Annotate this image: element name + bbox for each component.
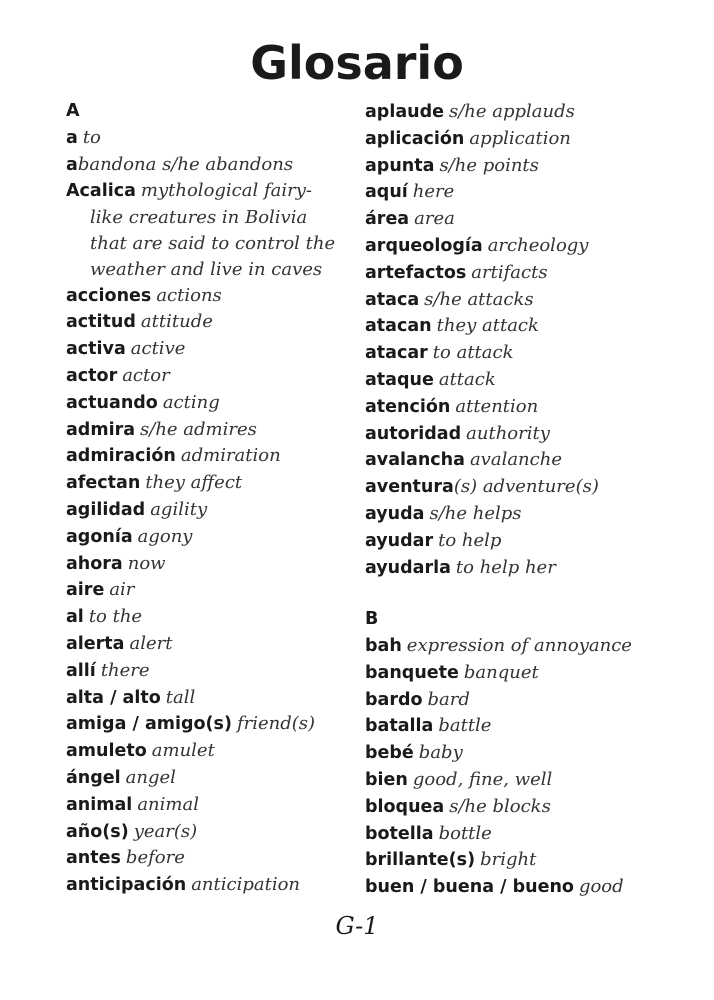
entry-term: ángel — [66, 767, 121, 788]
entry-term: arqueología — [365, 235, 483, 256]
entry-term: bien — [365, 769, 408, 790]
entry-term: buen / buena / bueno — [365, 877, 574, 898]
entry-term: ayuda — [365, 503, 425, 524]
entry-definition: baby — [418, 742, 463, 764]
glossary-entry — [66, 178, 356, 205]
page-number: G-1 — [335, 912, 379, 940]
entry-term: área — [365, 209, 410, 230]
glossary-entry — [365, 687, 685, 714]
glossary-entry — [66, 872, 356, 899]
glossary-entry — [365, 501, 685, 528]
entry-definition: here — [412, 181, 455, 203]
entry-definition: angel — [125, 766, 176, 788]
entry-term: actitud — [66, 312, 136, 333]
glossary-entry — [365, 767, 685, 794]
entry-definition: bottle — [438, 822, 492, 844]
entry-term: antes — [66, 848, 121, 869]
entry-term: apunta — [365, 155, 435, 176]
glossary-entry — [365, 126, 685, 153]
glossary-entry — [365, 794, 685, 821]
glossary-column-right — [365, 99, 685, 901]
glossary-entry — [365, 821, 685, 848]
entry-term: avalancha — [365, 450, 465, 471]
entry-term: bardo — [365, 689, 423, 710]
entry-definition: good, fine, well — [412, 768, 553, 790]
glossary-entry — [66, 792, 356, 819]
entry-term: a — [66, 127, 78, 148]
entry-term: amiga / amigo(s) — [66, 714, 232, 735]
entry-definition: s/he points — [439, 154, 539, 176]
glossary-entry — [66, 417, 356, 444]
glossary-entry — [66, 443, 356, 470]
entry-term: allí — [66, 660, 96, 681]
entry-definition: avalanche — [469, 449, 562, 471]
entry-term: agilidad — [66, 499, 146, 520]
entry-definition: attention — [455, 395, 539, 417]
entry-definition: amulet — [151, 740, 215, 762]
entry-definition: before — [125, 847, 185, 869]
glossary-entry — [66, 152, 356, 179]
entry-definition: authority — [466, 422, 550, 444]
entry-definition: s/he attacks — [424, 288, 534, 310]
entry-definition: bandona s/he abandons — [77, 153, 294, 175]
entry-definition: agony — [137, 525, 193, 547]
glossary-entry — [66, 551, 356, 578]
entry-term: brillante(s) — [365, 850, 476, 871]
entry-definition: there — [100, 659, 150, 681]
entry-term: atacar — [365, 343, 428, 364]
glossary-entry — [66, 604, 356, 631]
entry-definition-line: like creatures in Bolivia — [90, 207, 308, 229]
entry-definition: to help her — [455, 556, 556, 578]
glossary-entry — [365, 313, 685, 340]
entry-definition: actions — [156, 284, 222, 306]
entry-definition: bard — [427, 688, 470, 710]
entry-definition: to help — [438, 529, 502, 551]
entry-term: acciones — [66, 285, 152, 306]
entry-term: bah — [365, 635, 402, 656]
glossary-entry — [365, 179, 685, 206]
glossary-entry — [66, 309, 356, 336]
entry-definition: year(s) — [133, 820, 198, 842]
glossary-entry — [66, 577, 356, 604]
entry-term: aplaude — [365, 102, 444, 122]
entry-term: atención — [365, 396, 451, 417]
glossary-entry — [365, 421, 685, 448]
entry-definition: anticipation — [191, 874, 301, 896]
entry-term: aire — [66, 580, 105, 601]
glossary-entry — [365, 660, 685, 687]
entry-definition: s/he admires — [140, 418, 257, 440]
glossary-entry — [66, 470, 356, 497]
entry-definition: banquet — [463, 661, 539, 683]
entry-term: ayudarla — [365, 557, 451, 578]
glossary-entry — [66, 125, 356, 152]
entry-term: actor — [66, 365, 118, 386]
entry-definition: tall — [165, 686, 196, 708]
glossary-entry — [66, 497, 356, 524]
entry-definition: to — [82, 126, 101, 148]
glossary-entry — [66, 658, 356, 685]
entry-term: botella — [365, 823, 434, 844]
entry-term: anticipación — [66, 875, 187, 896]
glossary-entry — [365, 260, 685, 287]
entry-term: actuando — [66, 392, 158, 413]
glossary-column-left — [66, 99, 356, 899]
entry-term: atacan — [365, 316, 432, 337]
entry-term: activa — [66, 339, 126, 360]
entry-definition: bright — [480, 849, 537, 871]
glossary-entry — [365, 555, 685, 582]
glossary-entry — [365, 874, 685, 901]
entry-definition: application — [469, 127, 571, 149]
glossary-entry — [66, 738, 356, 765]
glossary-entry — [66, 819, 356, 846]
glossary-entry — [365, 713, 685, 740]
entry-term: amuleto — [66, 741, 147, 762]
entry-term: ahora — [66, 553, 123, 574]
entry-definition-line: weather and live in caves — [90, 258, 323, 280]
entry-definition: to attack — [432, 342, 514, 364]
glossary-entry — [365, 153, 685, 180]
entry-term: ayudar — [365, 530, 434, 551]
glossary-entry — [66, 336, 356, 363]
glossary-entry — [66, 711, 356, 738]
glossary-entry — [66, 363, 356, 390]
entry-definition: archeology — [487, 234, 589, 256]
glossary-entry — [365, 99, 685, 126]
entry-definition: attitude — [140, 311, 213, 333]
entry-definition: admiration — [180, 445, 281, 467]
entry-definition: alert — [129, 632, 173, 654]
entry-term: artefactos — [365, 262, 467, 283]
entry-definition: (s) adventure(s) — [453, 476, 599, 498]
glossary-entry — [66, 845, 356, 872]
entry-term: autoridad — [365, 423, 462, 444]
glossary-entry — [365, 474, 685, 501]
glossary-entry — [66, 390, 356, 417]
glossary-entry — [365, 847, 685, 874]
glossary-entry — [365, 633, 685, 660]
entry-term: aquí — [365, 182, 408, 203]
entry-term: al — [66, 607, 84, 628]
entry-definition: now — [127, 552, 166, 574]
entry-definition: actor — [122, 364, 170, 386]
glossary-entry — [365, 340, 685, 367]
definition-continuation — [66, 257, 356, 283]
entry-term: animal — [66, 794, 133, 815]
entry-term: batalla — [365, 716, 434, 737]
glossary-entry — [365, 287, 685, 314]
entry-definition: agility — [150, 498, 208, 520]
entry-definition: to the — [88, 606, 143, 628]
glossary-entry — [66, 631, 356, 658]
entry-term: banquete — [365, 662, 459, 683]
entry-term: a — [66, 154, 78, 175]
entry-definition: good — [578, 876, 624, 898]
entry-definition: animal — [137, 793, 199, 815]
entry-definition: they attack — [436, 315, 539, 337]
blank-line — [365, 581, 685, 607]
definition-continuation — [66, 205, 356, 231]
entry-term: admira — [66, 419, 136, 440]
glossary-entry — [365, 528, 685, 555]
entry-definition: s/he helps — [429, 502, 522, 524]
entry-term: ataca — [365, 289, 420, 310]
entry-definition: air — [109, 579, 135, 601]
entry-term: agonía — [66, 526, 133, 547]
entry-definition: acting — [162, 391, 220, 413]
glossary-entry — [365, 740, 685, 767]
entry-term: alerta — [66, 633, 125, 654]
entry-definition: they affect — [145, 472, 243, 494]
entry-definition: s/he applauds — [449, 101, 575, 122]
entry-term: alta / alto — [66, 687, 161, 708]
entry-definition: active — [130, 338, 186, 360]
entry-term: año(s) — [66, 821, 129, 842]
entry-definition: friend(s) — [236, 713, 316, 735]
entry-definition: battle — [438, 715, 492, 737]
glossary-entry — [365, 206, 685, 233]
entry-definition: area — [414, 208, 455, 230]
glossary-entry — [66, 765, 356, 792]
entry-term: aventura — [365, 477, 454, 498]
glossary-entry — [365, 394, 685, 421]
glossary-entry — [66, 524, 356, 551]
glossary-entry — [66, 283, 356, 310]
entry-definition: s/he blocks — [449, 795, 551, 817]
entry-definition-line: that are said to control the — [90, 232, 336, 254]
entry-definition: expression of annoyance — [406, 634, 632, 656]
entry-term: admiración — [66, 446, 176, 467]
entry-term: afectan — [66, 473, 141, 494]
definition-continuation — [66, 231, 356, 257]
glossary-entry — [365, 447, 685, 474]
glossary-entry — [365, 367, 685, 394]
glossary-entry — [365, 233, 685, 260]
entry-term: ataque — [365, 369, 434, 390]
section-heading: A — [66, 101, 80, 121]
entry-definition: artifacts — [471, 261, 548, 283]
entry-definition: mythological fairy- — [140, 180, 312, 202]
entry-term: bebé — [365, 743, 414, 764]
page-title: Glosario — [250, 36, 464, 90]
entry-term: bloquea — [365, 796, 445, 817]
entry-definition: attack — [438, 368, 496, 390]
glossary-entry — [66, 685, 356, 712]
entry-term: Acalica — [66, 181, 136, 202]
entry-term: aplicación — [365, 128, 465, 149]
section-heading: B — [365, 609, 379, 630]
